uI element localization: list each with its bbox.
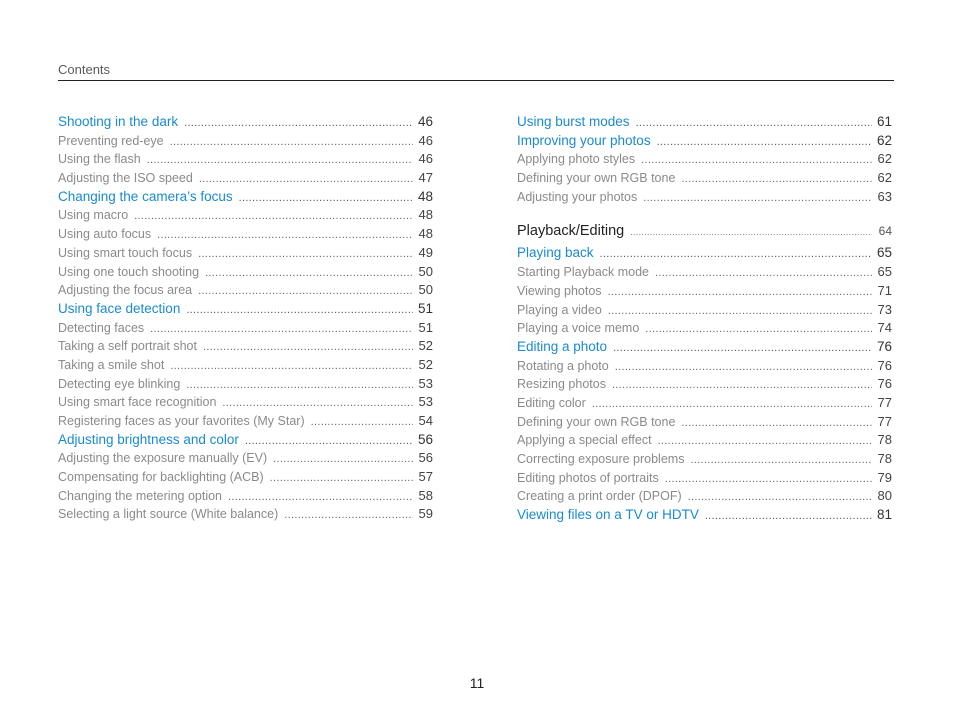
dot-leader <box>157 229 413 241</box>
toc-entry-title[interactable]: Defining your own RGB tone <box>517 414 676 429</box>
toc-page-number[interactable]: 53 <box>418 375 433 391</box>
dot-leader <box>681 173 872 185</box>
toc-page-number[interactable]: 59 <box>418 506 433 522</box>
dot-leader <box>630 227 872 237</box>
toc-entry-title[interactable]: Registering faces as your favorites (My Star) <box>58 414 305 428</box>
dot-leader <box>150 323 413 335</box>
dot-leader <box>665 473 872 485</box>
dot-leader <box>311 416 413 428</box>
toc-entry-title[interactable]: Taking a smile shot <box>58 357 165 372</box>
dot-leader <box>643 192 872 204</box>
dot-leader <box>600 248 872 260</box>
toc-page-number[interactable]: 63 <box>877 188 892 204</box>
toc-entry-sub[interactable] <box>58 151 433 170</box>
toc-left-column <box>58 114 433 525</box>
toc-page-number[interactable]: 64 <box>878 224 892 239</box>
dot-leader <box>681 417 872 429</box>
dot-leader <box>270 472 413 484</box>
dot-leader <box>205 267 413 279</box>
toc-entry-title[interactable]: Viewing files on a TV or HDTV <box>517 507 699 523</box>
toc-entry-title[interactable]: Changing the camera’s focus <box>58 188 233 204</box>
toc-entry-sub[interactable] <box>517 189 892 208</box>
toc-entry-topic[interactable] <box>517 507 892 526</box>
toc-entry-sub[interactable] <box>517 376 892 395</box>
toc-page-number[interactable]: 46 <box>418 151 433 167</box>
toc-page-number[interactable]: 62 <box>876 132 892 148</box>
toc-entry-title[interactable]: Adjusting the ISO speed <box>58 171 193 186</box>
header-rule <box>58 61 894 81</box>
dot-leader <box>198 248 413 260</box>
toc-entry-title[interactable]: Taking a self portrait shot <box>58 339 197 354</box>
toc-entry-sub[interactable] <box>58 413 433 432</box>
toc-entry-title[interactable]: Using smart face recognition <box>58 395 217 410</box>
toc-entry-sub[interactable] <box>58 394 433 413</box>
toc-page-number[interactable]: 46 <box>417 114 433 129</box>
dot-leader <box>239 192 413 204</box>
toc-page-number[interactable]: 65 <box>877 264 892 280</box>
toc-page-number[interactable]: 78 <box>877 451 892 466</box>
dot-leader <box>273 453 413 465</box>
toc-entry-title[interactable]: Playing back <box>517 245 594 261</box>
toc-entry-title[interactable]: Adjusting the focus area <box>58 283 193 298</box>
toc-entry-sub[interactable] <box>58 488 433 507</box>
toc-entry-title[interactable]: Correcting exposure problems <box>517 452 685 466</box>
toc-entry-title[interactable]: Using burst modes <box>517 114 630 129</box>
toc-entry-sub[interactable] <box>58 450 433 469</box>
toc-entry-sub[interactable] <box>517 302 892 321</box>
dot-leader <box>688 491 872 503</box>
toc-entry-title[interactable]: Adjusting brightness and color <box>58 431 239 447</box>
toc-entry-topic[interactable] <box>517 114 892 133</box>
toc-entry-title[interactable]: Applying a special effect <box>517 433 652 448</box>
toc-page-number[interactable]: 50 <box>418 263 433 279</box>
toc-entry-title[interactable]: Editing a photo <box>517 338 608 354</box>
toc-page-number[interactable]: 56 <box>418 450 433 466</box>
toc-page-number[interactable]: 52 <box>418 338 433 354</box>
toc-page-number[interactable]: 62 <box>877 170 892 186</box>
toc-entry-title[interactable]: Defining your own RGB tone <box>517 171 676 186</box>
toc-entry-title[interactable]: Using one touch shooting <box>58 264 200 279</box>
toc-page-number[interactable]: 46 <box>418 132 433 148</box>
toc-page-number[interactable]: 51 <box>418 319 433 335</box>
toc-entry-title[interactable]: Using auto focus <box>58 227 152 242</box>
toc-entry-sub[interactable] <box>58 226 433 245</box>
dot-leader <box>592 398 872 410</box>
toc-entry-title[interactable]: Starting Playback mode <box>517 265 650 280</box>
toc-entry-sub[interactable] <box>517 488 892 507</box>
toc-page-number[interactable]: 50 <box>418 282 433 298</box>
dot-leader <box>228 491 413 503</box>
toc-entry-topic[interactable] <box>517 339 892 358</box>
toc-right-column <box>517 114 892 526</box>
toc-entry-title[interactable]: Compensating for backlighting (ACB) <box>58 470 264 485</box>
toc-entry-sub[interactable] <box>58 264 433 283</box>
toc-page-number[interactable]: 65 <box>876 245 892 261</box>
toc-page-number[interactable]: 56 <box>417 431 433 447</box>
toc-entry-title[interactable]: Detecting eye blinking <box>58 376 181 391</box>
toc-entry-topic[interactable] <box>58 114 433 133</box>
toc-entry-title[interactable]: Using the flash <box>58 152 141 167</box>
toc-entry-title[interactable]: Resizing photos <box>517 377 606 392</box>
toc-entry-title[interactable]: Using smart touch focus <box>58 245 193 260</box>
dot-leader <box>199 173 413 185</box>
toc-page-number[interactable]: 79 <box>877 469 892 485</box>
toc-entry-sub[interactable] <box>517 451 892 470</box>
toc-page-number[interactable]: 77 <box>877 394 892 410</box>
toc-entry-title[interactable]: Playing a voice memo <box>517 321 640 336</box>
toc-page-number[interactable]: 48 <box>418 207 433 223</box>
toc-entry-title[interactable]: Playback/Editing <box>517 223 625 240</box>
toc-page-number[interactable]: 73 <box>877 301 892 317</box>
toc-page-number[interactable]: 76 <box>877 376 892 392</box>
dot-leader <box>284 509 413 521</box>
toc-entry-sub[interactable] <box>517 470 892 489</box>
dot-leader <box>222 397 413 409</box>
toc-page-number[interactable]: 76 <box>877 357 892 373</box>
dot-leader <box>705 510 872 522</box>
toc-entry-sub[interactable] <box>58 170 433 189</box>
toc-entry-sub[interactable] <box>58 376 433 395</box>
toc-page-number[interactable]: 62 <box>877 151 892 167</box>
toc-entry-topic[interactable] <box>58 432 433 451</box>
toc-page-number[interactable]: 76 <box>876 338 892 354</box>
toc-page-number[interactable]: 53 <box>418 394 433 410</box>
dot-leader <box>245 435 413 447</box>
toc-entry-sub[interactable] <box>517 395 892 414</box>
toc-entry-sub[interactable] <box>517 283 892 302</box>
toc-page-number[interactable]: 58 <box>418 487 433 503</box>
dot-leader <box>608 286 872 298</box>
dot-leader <box>608 305 872 317</box>
toc-entry-sub[interactable] <box>58 357 433 376</box>
dot-leader <box>613 342 872 354</box>
toc-entry-sub[interactable] <box>58 207 433 226</box>
toc-page-number[interactable]: 54 <box>418 413 433 428</box>
dot-leader <box>657 136 872 148</box>
dot-leader <box>658 435 872 447</box>
toc-entry-sub[interactable] <box>58 320 433 339</box>
dot-leader <box>641 154 872 166</box>
toc-page-number[interactable]: 47 <box>418 170 433 186</box>
toc-entry-sub[interactable] <box>58 133 433 152</box>
toc-entry-title[interactable]: Adjusting the exposure manually (EV) <box>58 451 268 466</box>
dot-leader <box>612 379 872 391</box>
toc-entry-sub[interactable] <box>58 506 433 525</box>
toc-page-number[interactable]: 77 <box>877 413 892 429</box>
toc-page-number[interactable]: 78 <box>877 432 892 448</box>
toc-page-number[interactable]: 48 <box>418 226 433 242</box>
toc-page-number[interactable]: 51 <box>417 300 433 316</box>
toc-entry-title[interactable]: Preventing red-eye <box>58 133 164 148</box>
dot-leader <box>655 267 872 279</box>
toc-entry-topic[interactable] <box>517 245 892 264</box>
toc-page-number[interactable]: 74 <box>877 320 892 336</box>
toc-entry-sub[interactable] <box>517 358 892 377</box>
toc-entry-title[interactable]: Selecting a light source (White balance) <box>58 507 279 522</box>
dot-leader <box>147 154 413 166</box>
toc-entry-title[interactable]: Changing the metering option <box>58 488 223 503</box>
toc-entry-topic[interactable] <box>517 133 892 152</box>
page-number: 11 <box>469 675 485 691</box>
toc-entry-topic[interactable] <box>58 301 433 320</box>
toc-entry-sub[interactable] <box>58 469 433 488</box>
toc-page-number[interactable]: 52 <box>418 356 433 372</box>
toc-page-number[interactable]: 80 <box>877 488 892 504</box>
toc-page-number[interactable]: 57 <box>418 469 433 485</box>
toc-entry-title[interactable]: Improving your photos <box>517 132 651 148</box>
toc-page-number[interactable]: 81 <box>876 507 892 523</box>
toc-entry-title[interactable]: Playing a video <box>517 302 602 317</box>
toc-entry-sub[interactable] <box>517 432 892 451</box>
toc-entry-sub[interactable] <box>58 338 433 357</box>
dot-leader <box>690 454 872 466</box>
toc-page-number[interactable]: 49 <box>418 244 433 260</box>
dot-leader <box>645 323 872 335</box>
toc-entry-sub[interactable] <box>517 414 892 433</box>
toc-entry-sub[interactable] <box>517 320 892 339</box>
toc-entry-chapter[interactable] <box>517 223 892 245</box>
dot-leader <box>636 117 872 129</box>
toc-entry-title[interactable]: Viewing photos <box>517 283 602 298</box>
toc-entry-sub[interactable] <box>58 245 433 264</box>
toc-page-number[interactable]: 71 <box>877 282 892 298</box>
toc-entry-title[interactable]: Editing color <box>517 395 586 410</box>
toc-entry-title[interactable]: Adjusting your photos <box>517 189 638 204</box>
toc-entry-title[interactable]: Creating a print order (DPOF) <box>517 489 682 504</box>
dot-leader <box>184 117 413 129</box>
dot-leader <box>198 285 413 297</box>
toc-entry-sub[interactable] <box>517 151 892 170</box>
toc-entry-title[interactable]: Using face detection <box>58 300 181 316</box>
toc-entry-title[interactable]: Applying photo styles <box>517 152 636 167</box>
toc-entry-title[interactable]: Using macro <box>58 208 129 223</box>
toc-entry-title[interactable]: Shooting in the dark <box>58 114 179 129</box>
toc-page-number[interactable]: 61 <box>876 114 892 129</box>
dot-leader <box>203 341 413 353</box>
dot-leader <box>186 304 413 316</box>
dot-leader <box>170 136 413 148</box>
dot-leader <box>134 210 413 222</box>
toc-entry-topic[interactable] <box>58 189 433 208</box>
toc-entry-title[interactable]: Rotating a photo <box>517 358 609 373</box>
dot-leader <box>170 360 413 372</box>
toc-page-number[interactable]: 48 <box>417 188 433 204</box>
toc-entry-sub[interactable] <box>58 282 433 301</box>
dot-leader <box>615 361 872 373</box>
toc-entry-title[interactable]: Editing photos of portraits <box>517 470 659 485</box>
page-section-title: Contents <box>58 62 111 77</box>
toc-entry-sub[interactable] <box>517 264 892 283</box>
toc-entry-sub[interactable] <box>517 170 892 189</box>
dot-leader <box>186 379 413 391</box>
toc-entry-title[interactable]: Detecting faces <box>58 320 145 335</box>
